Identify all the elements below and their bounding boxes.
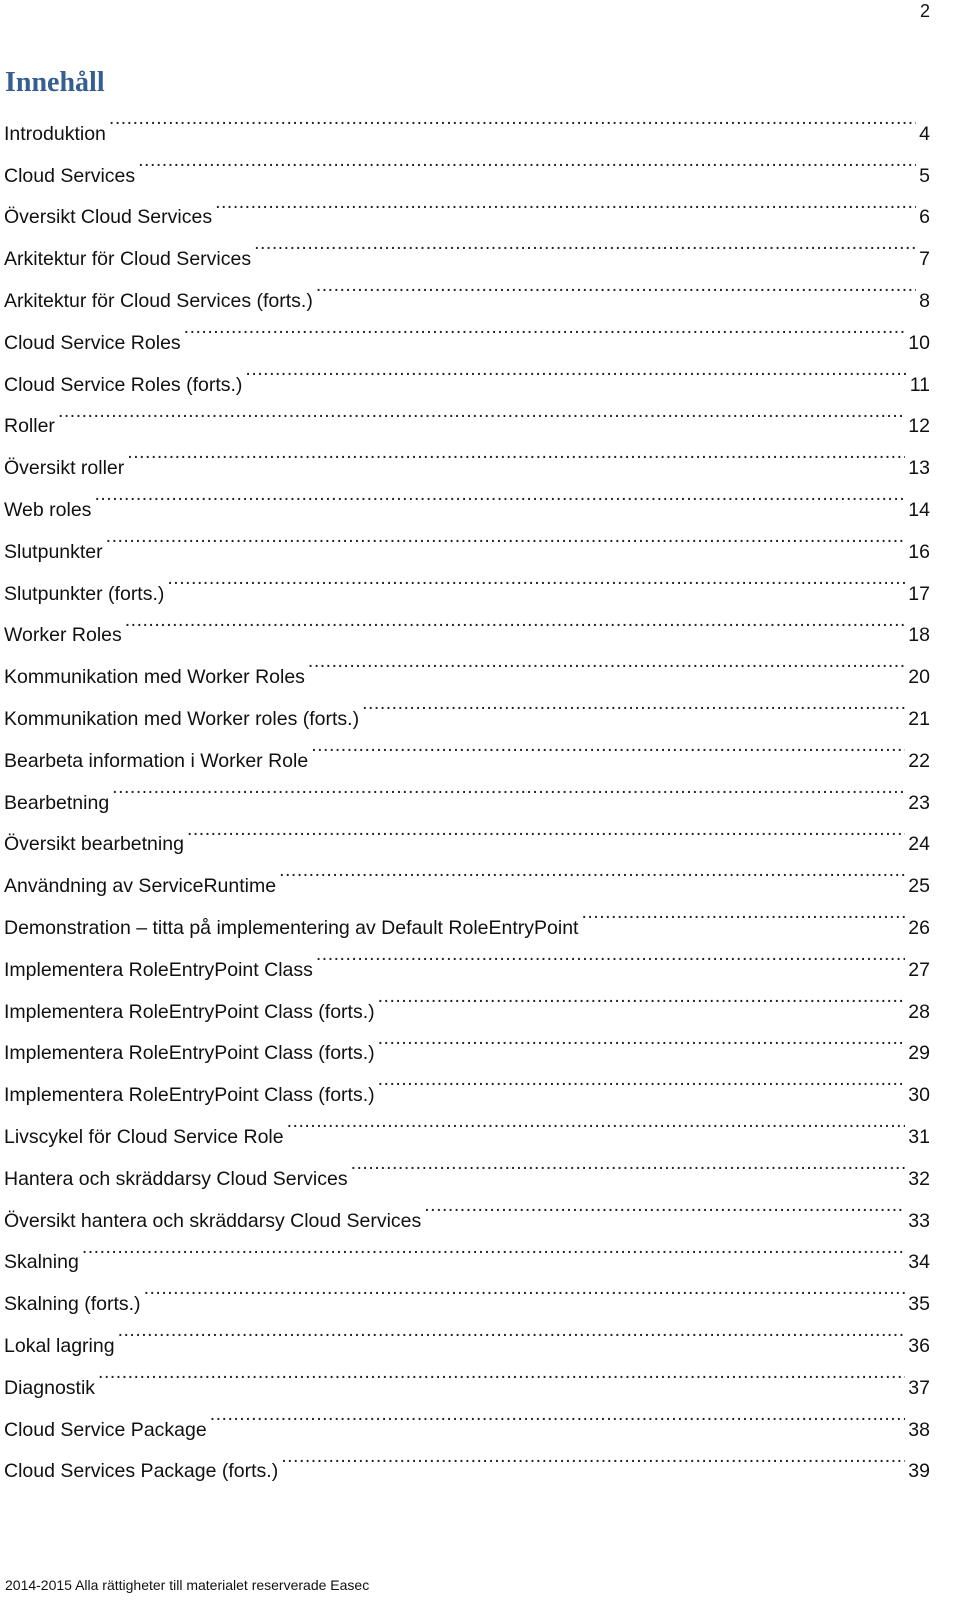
toc-entry[interactable]	[4, 600, 930, 647]
toc-entry-leader-dots	[378, 976, 906, 1018]
toc-entry-leader-dots	[138, 140, 916, 182]
toc-entry[interactable]	[4, 1268, 930, 1316]
toc-entry-label: Implementera RoleEntryPoint Class (forts.)	[4, 1084, 375, 1107]
toc-entry[interactable]	[4, 558, 930, 605]
toc-entry-leader-dots	[215, 182, 916, 224]
toc-entry-leader-dots	[106, 516, 906, 558]
toc-entry-leader-dots	[316, 265, 916, 307]
toc-entry[interactable]	[4, 98, 930, 145]
copyright-footer: 2014-2015 Alla rättigheter till materialet reserverade Easec	[5, 1577, 370, 1593]
toc-entry[interactable]	[4, 391, 930, 438]
toc-entry-page-number: 17	[908, 582, 930, 605]
toc-entry[interactable]	[4, 641, 930, 689]
toc-entry[interactable]	[4, 182, 930, 229]
toc-entry-label: Livscykel för Cloud Service Role	[4, 1125, 284, 1148]
toc-entry-label: Implementera RoleEntryPoint Class	[4, 958, 313, 981]
toc-entry-label: Skalning (forts.)	[4, 1293, 141, 1316]
toc-entry[interactable]	[4, 140, 930, 187]
toc-entry-leader-dots	[184, 307, 906, 349]
toc-entry-leader-dots	[254, 223, 916, 265]
toc-entry-leader-dots	[351, 1143, 906, 1185]
toc-entry-page-number: 35	[908, 1293, 930, 1316]
toc-entry-leader-dots	[187, 809, 905, 851]
toc-entry-page-number: 6	[919, 206, 930, 229]
toc-entry-leader-dots	[581, 892, 905, 934]
toc-entry[interactable]	[4, 1394, 930, 1441]
toc-entry-page-number: 16	[908, 540, 930, 563]
toc-entry[interactable]	[4, 809, 930, 856]
toc-entry[interactable]	[4, 767, 930, 814]
toc-entry-page-number: 29	[908, 1042, 930, 1065]
toc-entry[interactable]	[4, 516, 930, 563]
toc-entry-leader-dots	[125, 600, 906, 642]
toc-entry-leader-dots	[127, 432, 905, 474]
toc-entry-label: Web roles	[4, 498, 92, 521]
toc-entry-leader-dots	[424, 1185, 905, 1227]
toc-entry-page-number: 8	[919, 289, 930, 312]
toc-entry-leader-dots	[378, 1018, 906, 1060]
toc-entry-label: Översikt bearbetning	[4, 833, 184, 856]
toc-entry[interactable]	[4, 474, 930, 521]
toc-entry-label: Implementera RoleEntryPoint Class (forts.)	[4, 1000, 375, 1023]
toc-entry-page-number: 30	[908, 1084, 930, 1107]
toc-entry-label: Demonstration – titta på implementering av Default RoleEntryPoint	[4, 916, 579, 939]
toc-entry-label: Användning av ServiceRuntime	[4, 875, 277, 898]
toc-entry-leader-dots	[281, 1436, 905, 1478]
toc-entry-label: Kommunikation med Worker roles (forts.)	[4, 707, 360, 730]
toc-entry-leader-dots	[167, 558, 905, 600]
toc-entry-leader-dots	[245, 349, 906, 391]
toc-title: Innehåll	[5, 67, 105, 98]
toc-entry-label: Kommunikation med Worker Roles	[4, 666, 305, 689]
toc-entry-page-number: 27	[908, 958, 930, 981]
toc-entry-label: Slutpunkter (forts.)	[4, 582, 165, 605]
toc-entry-page-number: 12	[908, 415, 930, 438]
toc-entry-leader-dots	[378, 1059, 906, 1101]
toc-entry-leader-dots	[118, 1310, 906, 1352]
toc-entry-page-number: 21	[908, 707, 930, 730]
toc-entry-label: Cloud Service Package	[4, 1418, 207, 1441]
toc-entry-leader-dots	[98, 1352, 905, 1394]
toc-entry-page-number: 24	[908, 833, 930, 856]
toc-entry-label: Översikt hantera och skräddarsy Cloud Services	[4, 1209, 422, 1232]
toc-entry-page-number: 23	[908, 791, 930, 814]
toc-entry-label: Arkitektur för Cloud Services (forts.)	[4, 289, 313, 312]
toc-entry-label: Bearbetning	[4, 791, 110, 814]
toc-entry-page-number: 39	[908, 1460, 930, 1483]
toc-entry-leader-dots	[58, 391, 905, 433]
toc-entry-page-number: 10	[908, 331, 930, 354]
toc-entry-page-number: 11	[909, 373, 930, 396]
toc-entry-label: Arkitektur för Cloud Services	[4, 248, 252, 271]
toc-entry-leader-dots	[279, 850, 905, 892]
toc-entry-page-number: 33	[908, 1209, 930, 1232]
toc-entry-page-number: 38	[908, 1418, 930, 1441]
toc-entry-leader-dots	[112, 767, 905, 809]
toc-entry-label: Diagnostik	[4, 1376, 96, 1399]
toc-entry-page-number: 26	[908, 916, 930, 939]
toc-entry-label: Skalning	[4, 1251, 79, 1274]
toc-entry-label: Cloud Service Roles (forts.)	[4, 373, 243, 396]
toc-entry[interactable]	[4, 1352, 930, 1399]
toc-entry-page-number: 22	[908, 749, 930, 772]
toc-entry-page-number: 28	[908, 1000, 930, 1023]
toc-entry-page-number: 31	[908, 1125, 930, 1148]
toc-entry-label: Implementera RoleEntryPoint Class (forts.)	[4, 1042, 375, 1065]
toc-entry-label: Lokal lagring	[4, 1334, 115, 1357]
toc-entry-label: Roller	[4, 415, 55, 438]
toc-entry[interactable]	[4, 1310, 930, 1357]
toc-entry-leader-dots	[287, 1101, 906, 1143]
toc-entry-leader-dots	[362, 683, 905, 725]
toc-entry-label: Introduktion	[4, 122, 106, 145]
toc-entry-leader-dots	[316, 934, 905, 976]
toc-entry-label: Worker Roles	[4, 624, 122, 647]
toc-entry-page-number: 20	[908, 666, 930, 689]
toc-entry-leader-dots	[144, 1268, 906, 1310]
toc-entry-page-number: 14	[908, 498, 930, 521]
toc-entry-label: Översikt Cloud Services	[4, 206, 213, 229]
toc-entry-page-number: 34	[908, 1251, 930, 1274]
toc-entry-page-number: 13	[908, 457, 930, 480]
toc-entry-label: Cloud Service Roles	[4, 331, 181, 354]
toc-entry-label: Bearbeta information i Worker Role	[4, 749, 309, 772]
toc-entry-page-number: 18	[908, 624, 930, 647]
toc-entry-leader-dots	[82, 1227, 905, 1269]
toc-entry-page-number: 32	[908, 1167, 930, 1190]
toc-entry-page-number: 5	[919, 164, 930, 187]
toc-entry[interactable]	[4, 1227, 930, 1274]
toc-entry-page-number: 4	[919, 122, 930, 145]
toc-entry-label: Cloud Services	[4, 164, 136, 187]
toc-entry[interactable]	[4, 432, 930, 480]
toc-entry-leader-dots	[210, 1394, 906, 1436]
toc-entry-label: Hantera och skräddarsy Cloud Services	[4, 1167, 348, 1190]
toc-entry-leader-dots	[311, 725, 905, 767]
toc-entry-label: Cloud Services Package (forts.)	[4, 1460, 279, 1483]
page-number: 2	[919, 1, 930, 21]
toc-entry-page-number: 7	[919, 248, 930, 271]
toc-entry-label: Översikt roller	[4, 457, 125, 480]
toc-entry-page-number: 25	[908, 875, 930, 898]
toc-entry-page-number: 37	[908, 1376, 930, 1399]
table-of-contents	[4, 98, 930, 1483]
toc-entry-leader-dots	[94, 474, 905, 516]
toc-entry-leader-dots	[308, 641, 905, 683]
toc-entry-page-number: 36	[908, 1334, 930, 1357]
toc-entry-leader-dots	[109, 98, 916, 140]
toc-entry-label: Slutpunkter	[4, 540, 103, 563]
